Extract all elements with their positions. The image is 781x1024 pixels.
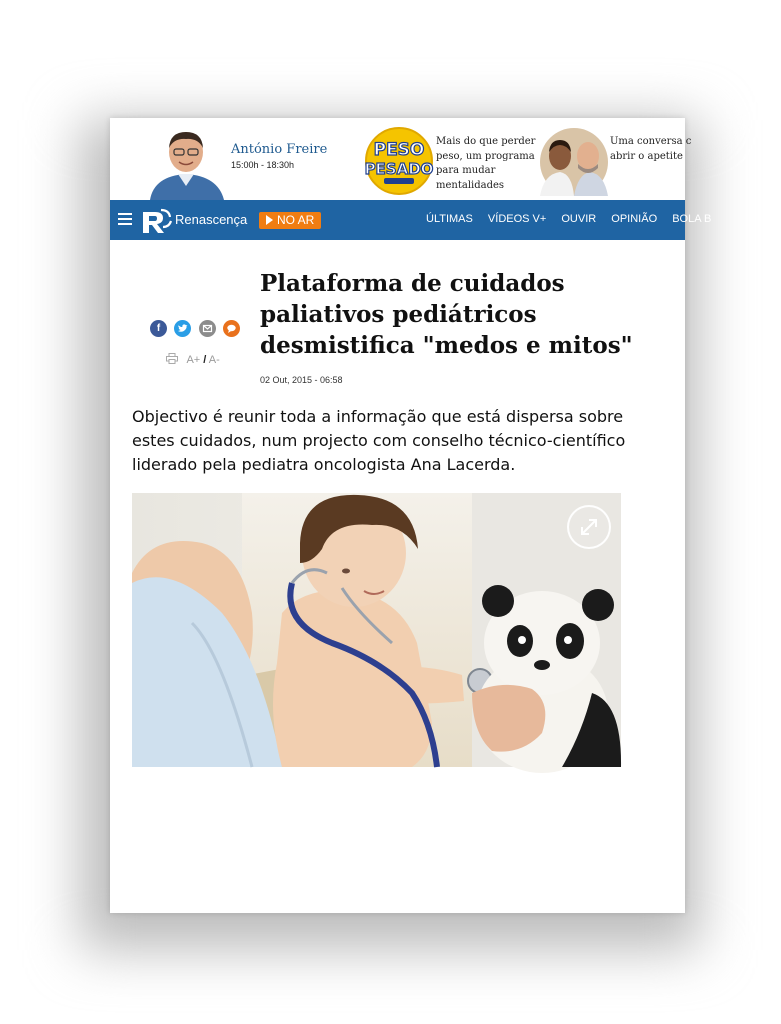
renascenca-logo-icon[interactable] (139, 206, 173, 236)
nav-link-ultimas[interactable]: ÚLTIMAS (426, 213, 473, 225)
peso-pesado-description[interactable]: Mais do que perder peso, um programa para mudar mentalidades (436, 136, 536, 191)
nav-link-videos[interactable]: VÍDEOS V+ (487, 213, 547, 225)
svg-text:PESADO: PESADO (364, 160, 434, 178)
expand-image-icon[interactable] (567, 505, 611, 549)
webpage (110, 118, 712, 913)
nav-link-bola-branca[interactable]: BOLA B (672, 213, 712, 225)
play-icon (266, 215, 273, 225)
text-tools (166, 353, 220, 367)
conversa-description[interactable] (610, 135, 700, 164)
print-icon[interactable] (166, 353, 178, 367)
svg-text:PESO: PESO (373, 140, 425, 160)
twitter-icon[interactable] (174, 320, 191, 337)
nav-link-opiniao[interactable]: OPINIÃO (611, 213, 658, 225)
conversa-description-line1: Uma conversa c (610, 136, 692, 147)
font-decrease-button[interactable]: A- (208, 353, 220, 366)
host-portrait[interactable] (148, 124, 228, 200)
live-label: NO AR (277, 213, 315, 227)
menu-icon[interactable] (118, 213, 132, 226)
host-time: 15:00h - 18:30h (231, 160, 295, 170)
host-name[interactable]: António Freire (231, 142, 328, 157)
font-increase-button[interactable]: A+ (186, 353, 201, 366)
nav-links (426, 213, 723, 225)
conversa-hosts-image[interactable] (540, 128, 608, 196)
nav-link-ouvir[interactable]: OUVIR (561, 213, 597, 225)
article-date: 02 Out, 2015 - 06:58 (260, 375, 343, 385)
conversa-description-line2: abrir o apetite (610, 150, 683, 162)
facebook-icon[interactable]: f (150, 320, 167, 337)
article-headline: Plataforma de cuidados paliativos pediátricos desmistifica "medos e mitos" (260, 270, 633, 359)
email-icon[interactable] (199, 320, 216, 337)
promo-header (110, 118, 692, 200)
share-buttons (150, 320, 243, 338)
brand-name[interactable]: Renascença (175, 212, 248, 227)
article-lead: Objectivo é reunir toda a informação que está dispersa sobre estes cuidados, num projecto com conselho técnico-científico liderado pela pediatra oncologista Ana Lacerda. (132, 407, 626, 474)
article-photo[interactable] (132, 493, 621, 767)
comment-icon[interactable] (223, 320, 240, 337)
live-radio-button[interactable] (259, 212, 321, 229)
main-navbar (110, 200, 712, 240)
peso-pesado-logo[interactable] (364, 126, 434, 196)
font-separator: / (203, 353, 207, 366)
